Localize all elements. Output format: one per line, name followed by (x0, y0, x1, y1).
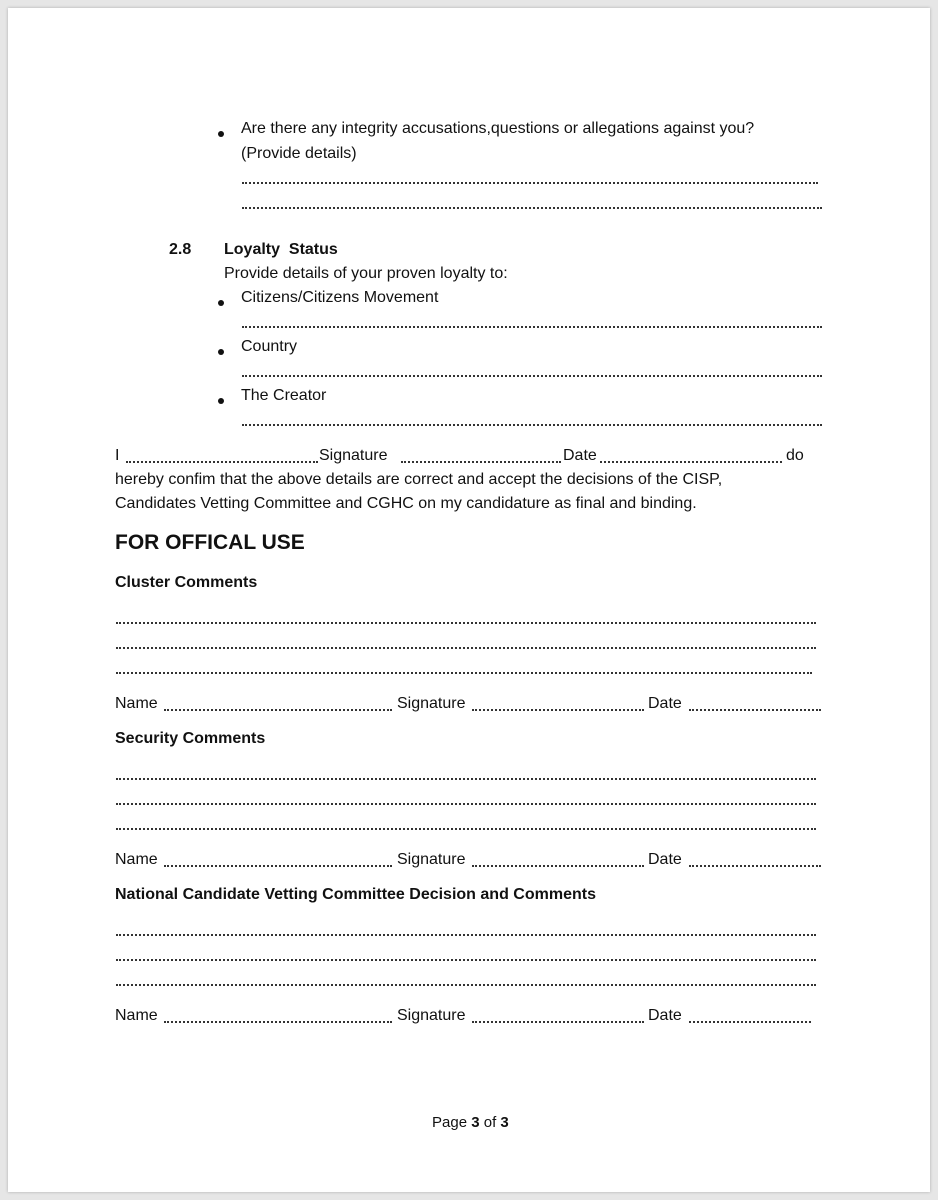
integrity-question: Are there any integrity accusations,questions or allegations against you? (241, 120, 755, 137)
name-label: Name (115, 1007, 158, 1024)
name-label: Name (115, 695, 158, 712)
declaration-date-label: Date (563, 447, 597, 464)
section-title: Loyalty Status (224, 241, 338, 258)
document-page (8, 8, 930, 1192)
answer-line (242, 375, 822, 377)
comments-title: Cluster Comments (115, 574, 258, 591)
comment-line (116, 778, 816, 780)
name-line (164, 1021, 392, 1023)
name-line (126, 461, 318, 463)
official-use-heading: FOR OFFICAL USE (115, 531, 305, 554)
declaration-prefix: I (115, 447, 120, 464)
bullet-icon (218, 300, 224, 306)
date-label: Date (648, 851, 682, 868)
name-label: Name (115, 851, 158, 868)
date-line (689, 1021, 811, 1023)
total-pages-number: 3 (500, 1114, 509, 1131)
signature-line (472, 709, 644, 711)
declaration-suffix: do (786, 447, 804, 464)
date-label: Date (648, 1007, 682, 1024)
bullet-icon (218, 398, 224, 404)
comment-line (116, 647, 816, 649)
section-number: 2.8 (169, 241, 192, 258)
comment-line (116, 828, 816, 830)
loyalty-item-label: The Creator (241, 387, 327, 404)
answer-line (242, 326, 822, 328)
page-word: Page (432, 1114, 468, 1131)
comment-line (116, 803, 816, 805)
of-word: of (483, 1114, 497, 1131)
date-label: Date (648, 695, 682, 712)
comment-line (116, 622, 816, 624)
declaration-text: Candidates Vetting Committee and CGHC on my candidature as final and binding. (115, 495, 697, 512)
comment-line (116, 672, 812, 674)
loyalty-item-label: Citizens/Citizens Movement (241, 289, 439, 306)
comments-title: Security Comments (115, 730, 266, 747)
answer-line (242, 424, 822, 426)
page-footer (432, 1114, 509, 1131)
section-intro: Provide details of your proven loyalty to: (224, 265, 508, 282)
name-line (164, 865, 392, 867)
answer-line (242, 207, 822, 209)
signature-label: Signature (397, 1007, 466, 1024)
signature-label: Signature (397, 695, 466, 712)
bullet-icon (218, 349, 224, 355)
integrity-question-note: (Provide details) (241, 145, 357, 162)
comment-line (116, 934, 816, 936)
date-line (689, 709, 821, 711)
date-line (689, 865, 821, 867)
comment-line (116, 959, 816, 961)
signature-line (401, 461, 561, 463)
declaration-text: hereby confim that the above details are correct and accept the decisions of the CISP, (115, 471, 723, 488)
signature-line (472, 1021, 644, 1023)
signature-label: Signature (397, 851, 466, 868)
bullet-icon (218, 131, 224, 137)
answer-line (242, 182, 818, 184)
loyalty-item-label: Country (241, 338, 298, 355)
comments-title: National Candidate Vetting Committee Decision and Comments (115, 886, 596, 903)
declaration-signature-label: Signature (319, 447, 388, 464)
date-line (600, 461, 782, 463)
current-page-number: 3 (471, 1114, 480, 1131)
name-line (164, 709, 392, 711)
comment-line (116, 984, 816, 986)
signature-line (472, 865, 644, 867)
